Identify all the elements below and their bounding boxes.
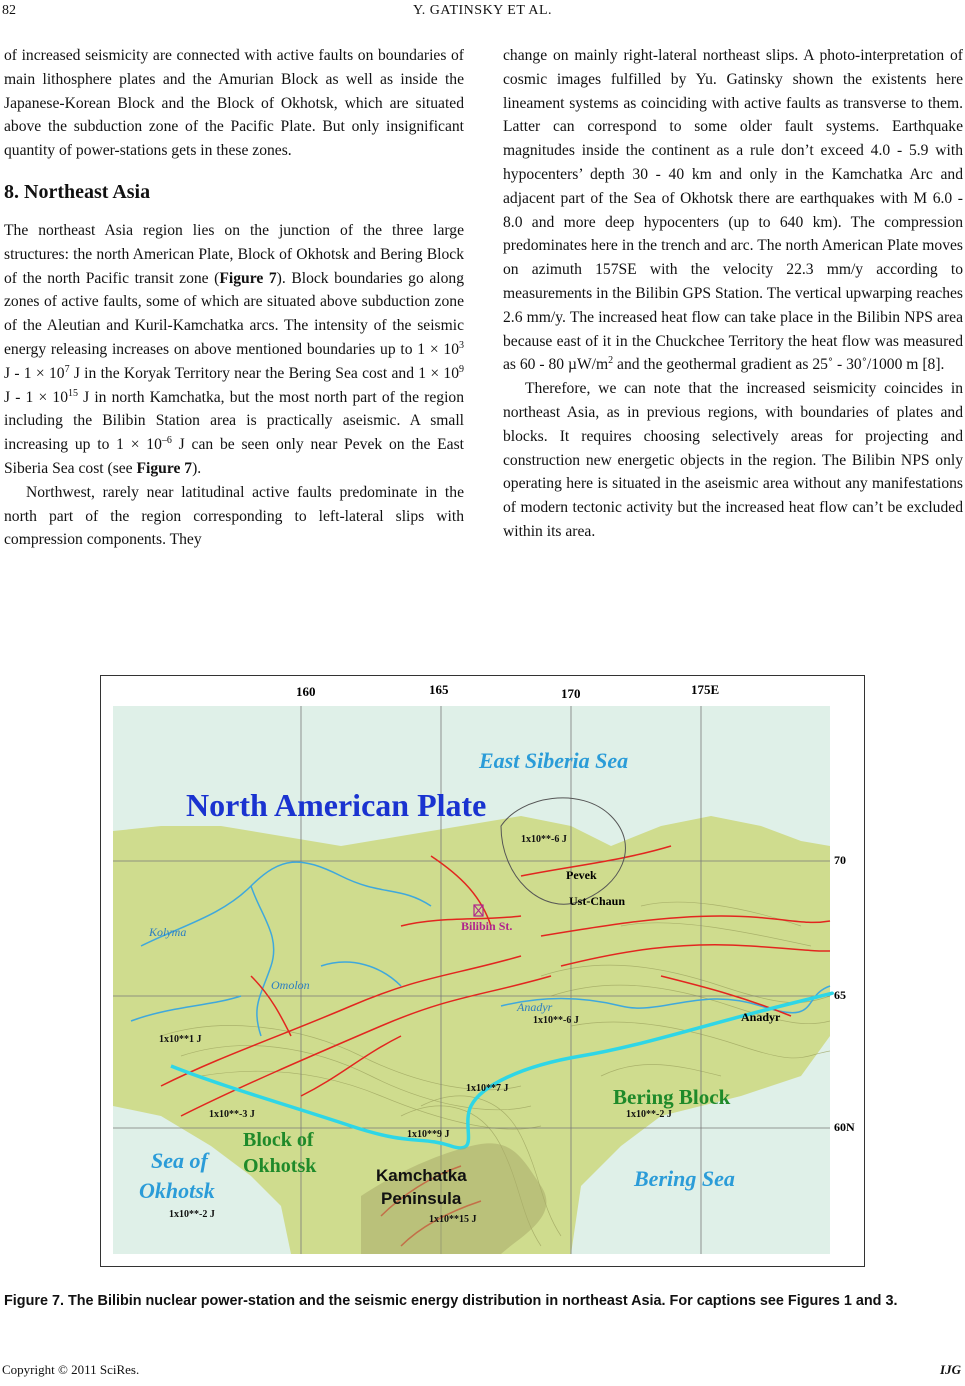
kamchatka-label: Peninsula: [381, 1189, 462, 1208]
figure-reference[interactable]: Figure 7: [136, 459, 193, 477]
pevek-label: Pevek: [566, 868, 597, 882]
energy-label: 1x10**9 J: [407, 1129, 450, 1140]
page-number: 82: [2, 3, 16, 18]
longitude-label: 165: [429, 682, 449, 697]
figure-reference[interactable]: Figure 7: [219, 269, 277, 287]
energy-label: 1x10**15 J: [429, 1214, 477, 1225]
right-column: [503, 44, 963, 544]
paragraph: change on mainly right-lateral northeast slips. A photo-interpretation of cosmic images fulfilled by Yu. Gatinsky shown the existents here lineament systems as coinciding with active faults as transverse to them. Latter can correspond to some older fault systems. Earthquake magnitudes inside the continent as a rule don’t exceed 4.0 - 5.9 with hypocenters’ depth 30 - 40 km and only in the Kamchatka Arc and adjacent part of the Sea of Okhotsk there are earthquakes with M 6.0 - 8.0 and more deep hypocenters (up to 640 km). The compression predominates here in the trench and arc. The north American Plate moves on azimuth 157SE with the velocity 22.3 mm/y according to measurements in the Bilibin GPS Station. The vertical upwarping reaches 2.6 mm/y. The increased heat flow can take place in the Bilibin NPS area because east of it in the Chuckchee Territory the heat flow was measured as 60 - 80 $\mu W/m^2$ and the geothermal gradient as 25˚ - 30˚/1000 m [8].: [503, 47, 963, 374]
longitude-label: 175E: [691, 682, 720, 697]
energy-label: 1x10**-3 J: [209, 1109, 255, 1120]
block-of-okhotsk-label: Okhotsk: [243, 1155, 317, 1177]
journal-abbrev: IJG: [940, 1362, 961, 1377]
longitude-label: 170: [561, 686, 581, 701]
kolyma-label: Kolyma: [149, 925, 187, 939]
paragraph: of increased seismicity are connected with active faults on boundaries of main lithosphere plates and the Amurian Block as well as inside the Japanese-Korean Block and the Block of Okhotsk, which are situated above the subduction zone of the Pacific Plate. But only insignificant quantity of power-stations gets in these zones.: [4, 47, 464, 160]
latitude-label: 70: [834, 853, 846, 867]
anadyr-town-label: Anadyr: [741, 1010, 781, 1024]
sea-of-okhotsk-label: Okhotsk: [139, 1178, 215, 1203]
block-of-okhotsk-label: Block of: [243, 1129, 314, 1151]
latitude-label: 65: [834, 988, 846, 1002]
energy-label: 1x10**-2 J: [626, 1109, 672, 1120]
paragraph: Northwest, rarely near latitudinal active faults predominate in the north part of the region corresponding to left-lateral slips with compression components. They: [4, 483, 464, 549]
sea-of-okhotsk-label: Sea of: [151, 1148, 208, 1173]
page-footer: [0, 1362, 965, 1382]
running-head: Y. GATINSKY ET AL.: [412, 3, 553, 18]
energy-label: 1x10**-2 J: [169, 1209, 215, 1220]
section-title: 8. Northeast Asia: [4, 180, 151, 203]
energy-label: 1x10**-6 J: [533, 1015, 579, 1026]
bering-sea-label: Bering Sea: [634, 1166, 735, 1191]
paragraph: Therefore, we can note that the increased seismicity coincides in northeast Asia, as in previous regions, with boundaries of plates and blocks. It requires choosing selectively areas for projecting and construction new energetic objects in the region. The Bilibin NPS only operating here is situated in the aseismic area without any manifestations of modern tectonic activity but the increased heat flow can’t be excluded within its area.: [503, 380, 963, 540]
latitude-label: 60N: [834, 1120, 855, 1134]
paragraph: The northeast Asia region lies on the junction of the three large structures: the north American Plate, Block of Okhotsk and Bering Block of the north Pacific transit zone (Figure 7). Block boundaries go along zones of active faults, some of which are situated above subduction zone of the Aleutian and Kuril-Kamchatka arcs. The intensity of the seismic energy releasing increases on above mentioned boundaries up to $1 \times 10^3$ $J - 1 \times 10^7$ J in the Koryak Territory near the Bering Sea cost and $1 \times 10^9$ $J - 1 \times 10^{15}$ J in north Kamchatka, but the most north part of the region including the Bilibin Station area is practically aseismic. A small increasing up to $1 \times 10^{-6}$ J can be seen only near Pevek on the East Siberia Sea cost (see Figure 7).: [4, 221, 465, 477]
energy-label: 1x10**7 J: [466, 1083, 509, 1094]
figure-caption: Figure 7. The Bilibin nuclear power-station and the seismic energy distribution in northeast Asia. For captions see Figures 1 and 3.: [4, 1293, 898, 1309]
longitude-label: 160: [296, 684, 316, 699]
left-column: [4, 44, 464, 552]
bering-block-label: Bering Block: [613, 1085, 731, 1109]
energy-label: 1x10**-6 J: [521, 834, 567, 845]
copyright-text: Copyright © 2011 SciRes.: [2, 1362, 140, 1377]
kamchatka-label: Kamchatka: [376, 1166, 467, 1185]
anadyr-river-label: Anadyr: [517, 1000, 553, 1014]
omolon-label: Omolon: [271, 978, 310, 992]
north-american-plate-label: North American Plate: [186, 787, 487, 823]
east-siberia-sea-label: East Siberia Sea: [479, 748, 629, 773]
energy-label: 1x10**1 J: [159, 1034, 202, 1045]
ust-chaun-label: Ust-Chaun: [569, 894, 626, 908]
page-header: [0, 0, 965, 28]
bilibin-label: Bilibin St.: [461, 919, 513, 933]
figure-map: [100, 675, 865, 1267]
